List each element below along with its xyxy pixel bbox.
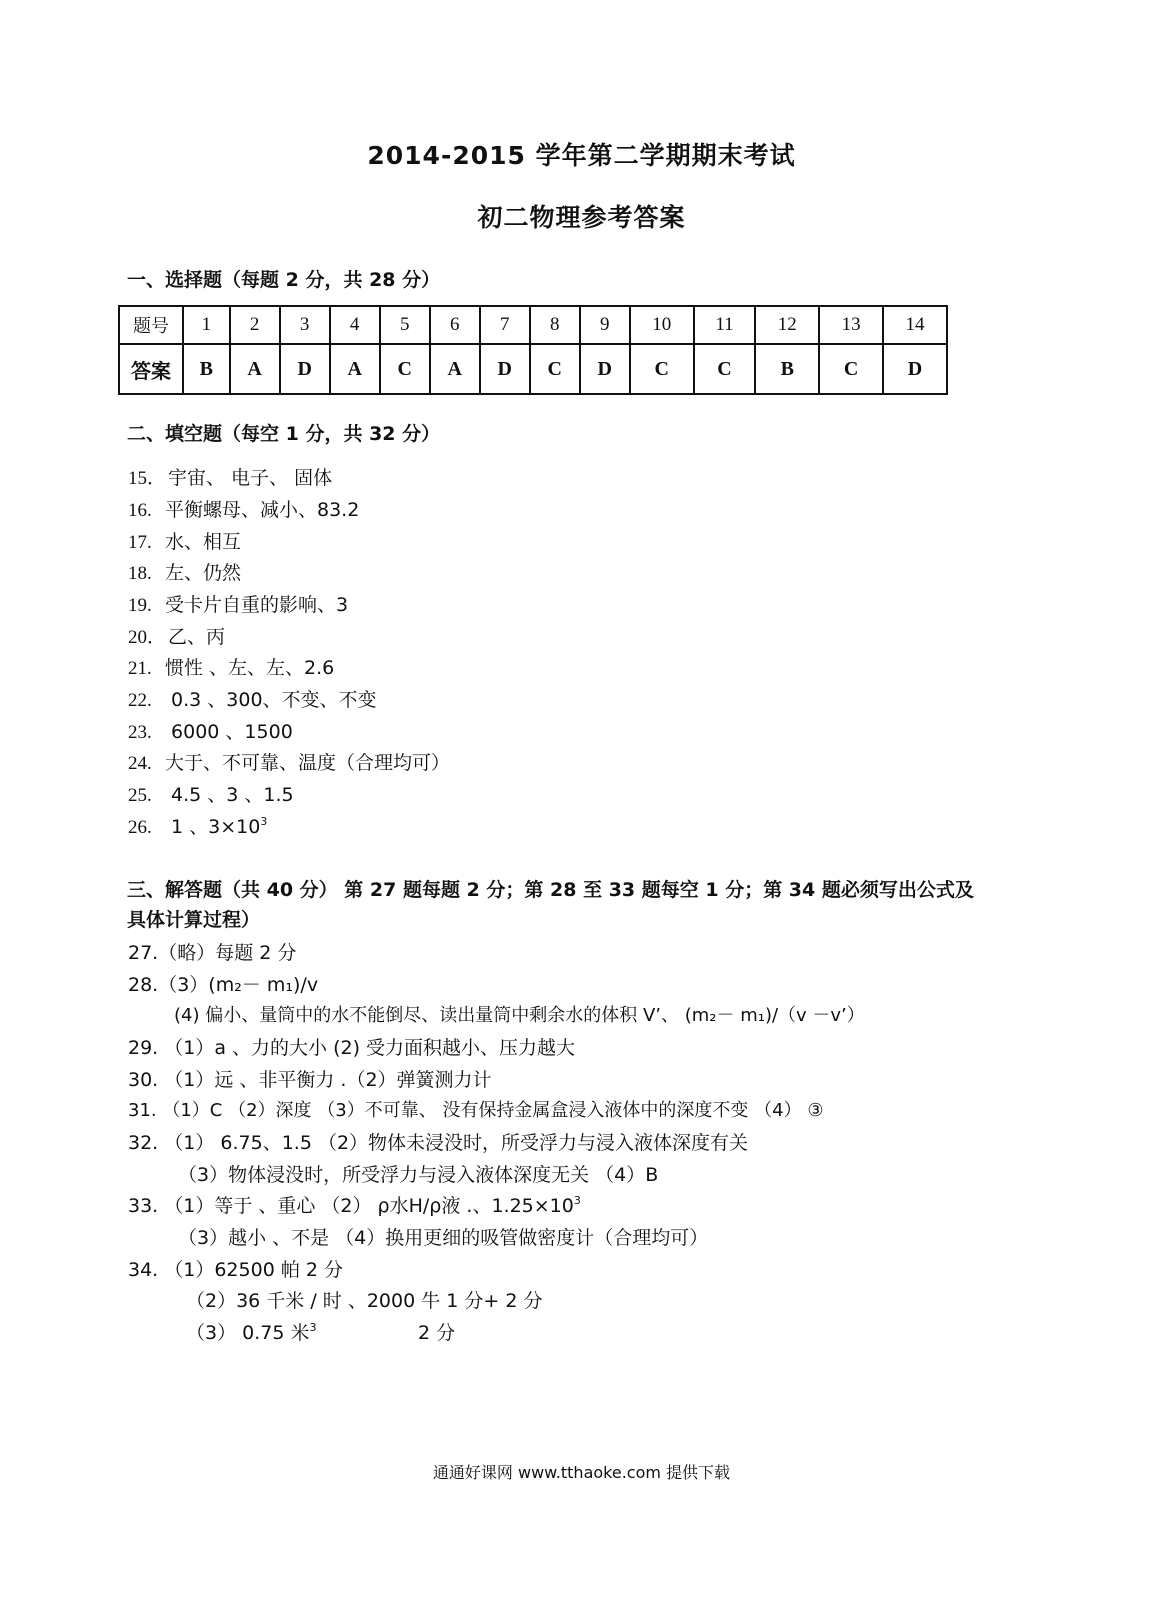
fill-answer-23	[128, 717, 293, 744]
question-number: 10	[630, 306, 694, 344]
item-number: 21.	[128, 658, 152, 679]
question-number: 6	[430, 306, 480, 344]
item-number: 23.	[128, 722, 152, 743]
question-number: 7	[480, 306, 530, 344]
item-number: 17.	[128, 532, 152, 553]
fill-answer-22	[128, 685, 377, 712]
footer-credit: 通通好课网 www.tthaoke.com 提供下载	[432, 1463, 731, 1482]
answer-row	[119, 344, 947, 394]
answer-cell: C	[630, 344, 694, 394]
item-number: 18.	[128, 563, 152, 584]
fill-answer-17	[128, 527, 241, 554]
fill-answer-18	[128, 558, 241, 585]
row-label-answer: 答案	[119, 344, 183, 394]
answer-cell: B	[755, 344, 819, 394]
item-number: 15．	[128, 468, 167, 489]
fill-answer-26	[128, 812, 267, 839]
item-text: 大于、不可靠、温度（合理均可）	[165, 752, 451, 774]
item-text: 0.3 、300、不变、不变	[165, 689, 377, 711]
answer-cell: C	[380, 344, 430, 394]
solution-34-part3-score: 2 分	[418, 1322, 456, 1344]
solution-34-part2: （2）36 千米 / 时 、2000 牛 1 分+ 2 分	[186, 1290, 543, 1312]
item-number: 24.	[128, 753, 152, 774]
fill-answer-20	[128, 622, 225, 649]
item-number: 19.	[128, 595, 152, 616]
fill-answer-16	[128, 495, 359, 522]
question-number: 2	[230, 306, 280, 344]
item-text: 1 、3×10	[165, 816, 261, 838]
solution-33-text: 33. （1）等于 、重心 （2） ρ水H/ρ液 .、1.25×10	[128, 1195, 574, 1217]
item-text: 6000 、1500	[165, 721, 293, 743]
answer-cell: C	[530, 344, 580, 394]
item-text: 宇宙、 电子、 固体	[168, 467, 333, 489]
answer-cell: C	[819, 344, 883, 394]
fill-answer-15	[128, 463, 332, 490]
fill-answer-19	[128, 590, 348, 617]
question-number: 9	[580, 306, 630, 344]
solution-28-part3: 28.（3）(m₂－ m₁)/v	[128, 974, 319, 996]
question-number: 14	[883, 306, 947, 344]
solution-34-part3-text: （3） 0.75 米	[186, 1322, 310, 1344]
row-label-question: 题号	[119, 306, 183, 344]
fill-answer-25	[128, 780, 294, 807]
superscript: 3	[309, 1321, 317, 1334]
question-number: 4	[330, 306, 380, 344]
item-number: 25.	[128, 785, 152, 806]
solution-34-part3	[186, 1318, 316, 1345]
item-text: 惯性 、左、左、2.6	[165, 657, 335, 679]
question-number: 11	[694, 306, 756, 344]
fill-answer-24	[128, 748, 450, 775]
superscript: 3	[573, 1194, 581, 1207]
section1-heading: 一、选择题（每题 2 分，共 28 分）	[127, 269, 441, 291]
answer-cell: A	[330, 344, 380, 394]
solution-29: 29. （1）a 、力的大小 (2) 受力面积越小、压力越大	[128, 1037, 576, 1059]
section3-heading-line1: 三、解答题（共 40 分） 第 27 题每题 2 分；第 28 至 33 题每空 1 分；第 34 题必须写出公式及	[127, 879, 974, 901]
answer-cell: D	[480, 344, 530, 394]
section2-heading: 二、填空题（每空 1 分，共 32 分）	[127, 423, 441, 445]
solution-31: 31. （1）C （2）深度 （3）不可靠、 没有保持金属盒浸入液体中的深度不变 （4） ③	[128, 1100, 824, 1121]
answer-cell: A	[430, 344, 480, 394]
answer-cell: C	[694, 344, 756, 394]
item-text: 平衡螺母、减小、83.2	[165, 499, 360, 521]
superscript: 3	[260, 815, 268, 828]
answer-table	[118, 305, 948, 395]
solution-32-line2: （3）物体浸没时，所受浮力与浸入液体深度无关 （4）B	[178, 1164, 659, 1186]
item-number: 16.	[128, 500, 152, 521]
solution-32-line1: 32. （1） 6.75、1.5 （2）物体未浸没时，所受浮力与浸入液体深度有关	[128, 1132, 749, 1154]
page-title: 2014-2015 学年第二学期期末考试	[367, 141, 796, 170]
question-number: 3	[280, 306, 330, 344]
solution-33-line2: （3）越小 、不是 （4）换用更细的吸管做密度计（合理均可）	[178, 1227, 709, 1249]
item-text: 受卡片自重的影响、3	[165, 594, 349, 616]
answer-cell: A	[230, 344, 280, 394]
solution-27: 27.（略）每题 2 分	[128, 942, 297, 964]
item-number: 26.	[128, 817, 152, 838]
question-number-row	[119, 306, 947, 344]
item-text: 4.5 、3 、1.5	[165, 784, 294, 806]
item-text: 乙、丙	[168, 626, 226, 648]
question-number: 8	[530, 306, 580, 344]
answer-cell: B	[183, 344, 230, 394]
question-number: 1	[183, 306, 230, 344]
question-number: 13	[819, 306, 883, 344]
question-number: 5	[380, 306, 430, 344]
section3-heading-line2: 具体计算过程）	[127, 909, 261, 931]
fill-answer-21	[128, 653, 334, 680]
solution-30: 30. （1）远 、非平衡力 .（2）弹簧测力计	[128, 1069, 492, 1091]
item-text: 左、仍然	[165, 562, 242, 584]
answer-cell: D	[883, 344, 947, 394]
solution-33-line1	[128, 1191, 581, 1218]
item-number: 22.	[128, 690, 152, 711]
item-text: 水、相互	[165, 531, 242, 553]
question-number: 12	[755, 306, 819, 344]
solution-28-part4: (4) 偏小、量筒中的水不能倒尽、读出量筒中剩余水的体积 V’、 (m₂－ m₁)/（v －v’）	[174, 1005, 865, 1026]
item-number: 20．	[128, 627, 167, 648]
page-subtitle: 初二物理参考答案	[477, 203, 686, 232]
answer-cell: D	[280, 344, 330, 394]
solution-34-part1: 34. （1）62500 帕 2 分	[128, 1259, 343, 1281]
answer-cell: D	[580, 344, 630, 394]
